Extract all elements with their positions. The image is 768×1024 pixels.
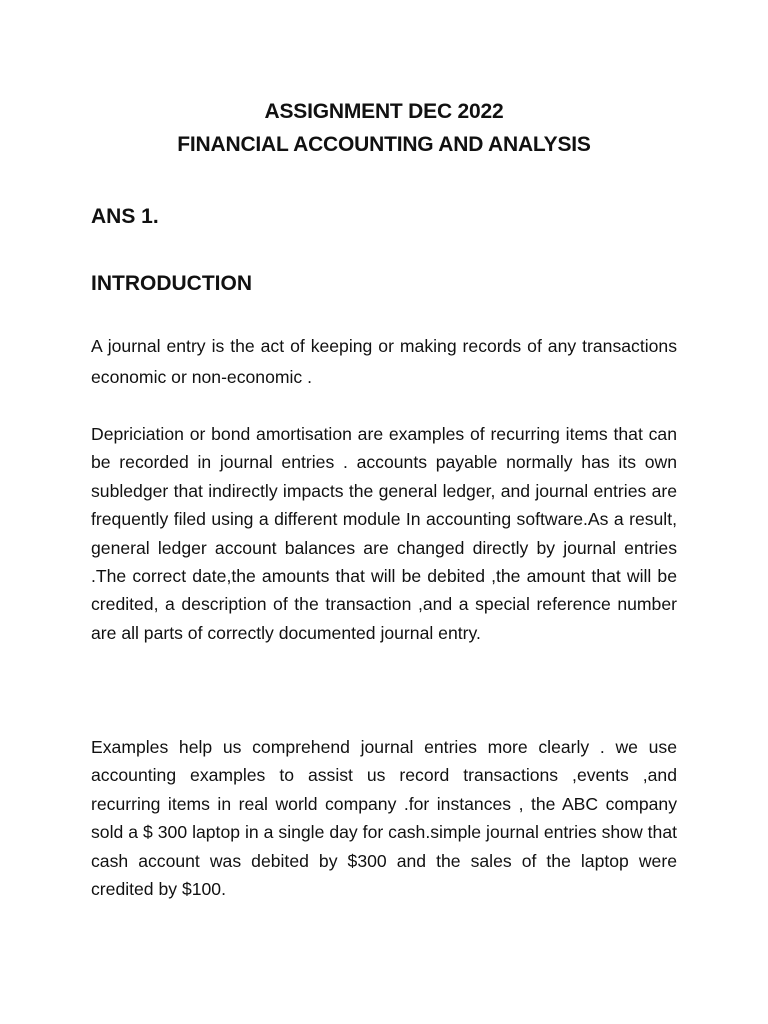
title-line-subject: FINANCIAL ACCOUNTING AND ANALYSIS (177, 133, 591, 156)
paragraph-examples: Examples help us comprehend journal entries more clearly . we use accounting examples to assist us record transactions ,events ,and recurring items in real world company .for instances , the ABC company sold a $ 300 laptop in a single day for cash.simple journal entries show that cash account was debited by $300 and the sales of the laptop were credited by $100. (91, 737, 677, 900)
section-heading: INTRODUCTION (91, 272, 252, 295)
paragraph-recurring-items: Depriciation or bond amortisation are examples of recurring items that can be recorded in journal entries . accounts payable normally has its own subledger that indirectly impacts the general ledger, and journal entries are frequently filed using a different module In accounting software.As a result, general ledger account balances are changed directly by journal entries .The correct date,the amounts that will be debited ,the amount that will be credited, a description of the transaction ,and a special reference number are all parts of correctly documented journal entry. (91, 424, 677, 643)
title-line-assignment: ASSIGNMENT DEC 2022 (264, 100, 504, 123)
paragraph-definition: A journal entry is the act of keeping or making records of any transactions economic or non-economic . (91, 336, 677, 387)
answer-heading: ANS 1. (91, 205, 159, 228)
document-title (0, 95, 768, 161)
